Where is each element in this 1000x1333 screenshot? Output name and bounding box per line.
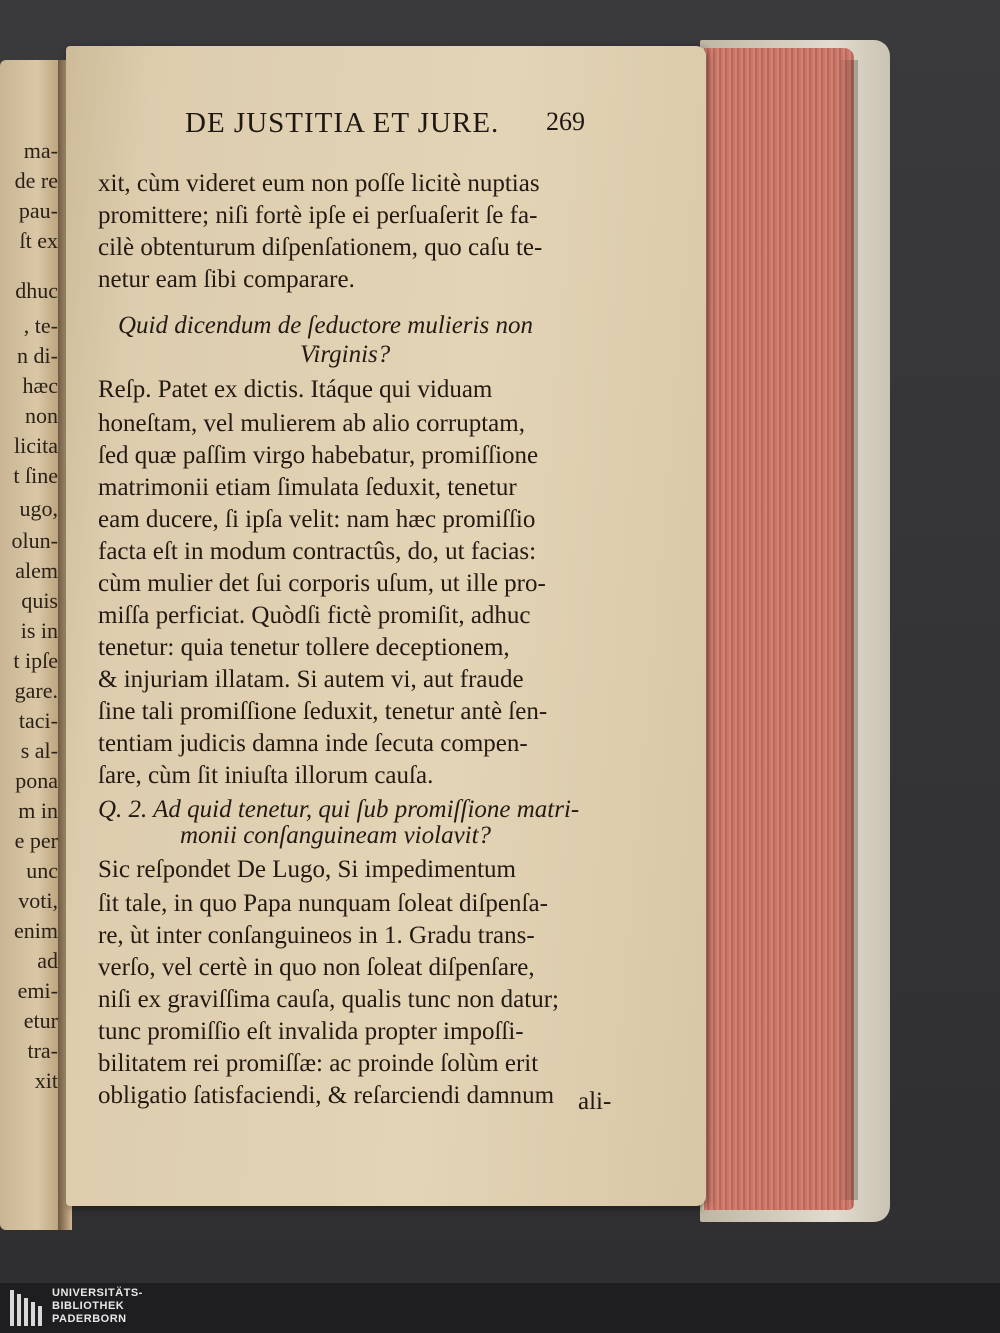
left-page-line: enim xyxy=(14,918,58,943)
left-page-line: s al- xyxy=(20,738,58,763)
left-page-line: quis xyxy=(21,588,58,613)
left-page-line: n di- xyxy=(17,343,58,368)
text-line: netur eam ſibi comparare. xyxy=(98,266,355,293)
left-page-fragment xyxy=(0,60,62,1230)
left-page-line: xit xyxy=(34,1068,58,1093)
section-heading-line: Virginis? xyxy=(300,341,391,368)
text-line: eam ducere, ſi ipſa velit: nam hæc promiſſio xyxy=(98,506,536,533)
text-line: ſed quæ paſſim virgo habebatur, promiſſione xyxy=(98,442,539,469)
text-line: & injuriam illatam. Si autem vi, aut fraude xyxy=(98,666,524,693)
left-page-line: dhuc xyxy=(15,278,58,303)
left-page-line: pau- xyxy=(18,198,58,223)
text-line: cilè obtenturum diſpenſationem, quo caſu te- xyxy=(98,234,543,261)
library-logo-text xyxy=(52,1287,143,1326)
left-page-line: taci- xyxy=(18,708,58,733)
page-number: 269 xyxy=(546,107,585,136)
text-line: miſſa perficiat. Quòdſi fictè promiſit, adhuc xyxy=(98,602,531,629)
text-line: obligatio ſatisfaciendi, & reſarciendi damnum xyxy=(98,1082,555,1109)
left-page-line: de re xyxy=(14,168,58,193)
text-line: tenetur: quia tenetur tollere deceptionem, xyxy=(98,634,510,661)
left-page-line: emi- xyxy=(17,978,58,1003)
university-library-logo-icon xyxy=(8,1288,44,1328)
footer-bar xyxy=(0,1283,1000,1333)
left-page-line: , te- xyxy=(23,313,58,338)
text-line: honeſtam, vel mulierem ab alio corruptam, xyxy=(98,410,525,437)
left-page-line: t ſine xyxy=(13,463,58,488)
logo-line-2: BIBLIOTHEK xyxy=(52,1300,125,1312)
section-heading-line: Q. 2. Ad quid tenetur, qui ſub promiſſione matri- xyxy=(98,796,580,823)
left-page-line: t ipſe xyxy=(13,648,58,673)
text-line: verſo, vel certè in quo non ſoleat diſpenſare, xyxy=(98,954,535,981)
left-page-line: voti, xyxy=(18,888,58,913)
left-page-line: ſt ex xyxy=(19,228,58,253)
left-page-line: olun- xyxy=(11,528,58,553)
text-line: promittere; niſi fortè ipſe ei perſuaſerit ſe fa- xyxy=(98,202,538,229)
logo-line-1: UNIVERSITÄTS- xyxy=(52,1287,143,1299)
left-page-line: licita xyxy=(14,433,58,458)
text-line: cùm mulier det ſui corporis uſum, ut ille pro- xyxy=(98,570,546,597)
text-line: Sic reſpondet De Lugo, Si impedimentum xyxy=(98,856,516,883)
left-page-line: e per xyxy=(14,828,58,853)
left-page-line: non xyxy=(25,403,58,428)
left-page-line: tra- xyxy=(27,1038,58,1063)
text-line: ſit tale, in quo Papa nunquam ſoleat diſpenſa- xyxy=(98,890,548,917)
text-line: matrimonii etiam ſimulata ſeduxit, tenetur xyxy=(98,474,517,501)
running-header: DE JUSTITIA ET JURE. xyxy=(185,107,500,139)
left-page-line: ma- xyxy=(23,138,58,163)
left-page-line: alem xyxy=(15,558,58,583)
left-page-line: ugo, xyxy=(19,496,58,521)
logo-line-3: PADERBORN xyxy=(52,1313,127,1325)
left-page-line: gare. xyxy=(14,678,58,703)
text-line: bilitatem rei promiſſæ: ac proinde ſolùm erit xyxy=(98,1050,539,1077)
left-page-line: pona xyxy=(15,768,58,793)
left-page-line: ad xyxy=(37,948,58,973)
text-line: ſare, cùm ſit iniuſta illorum cauſa. xyxy=(98,762,434,789)
text-line: re, ùt inter conſanguineos in 1. Gradu trans- xyxy=(98,922,535,949)
left-page-line: hæc xyxy=(22,373,58,398)
text-line: tentiam judicis damna inde ſecuta compen- xyxy=(98,730,528,757)
left-page-line: etur xyxy=(23,1008,58,1033)
left-page-line: is in xyxy=(20,618,58,643)
red-fore-edge xyxy=(702,48,854,1210)
left-page-line: unc xyxy=(26,858,58,883)
text-line: Reſp. Patet ex dictis. Itáque qui viduam xyxy=(98,376,493,403)
text-line: niſi ex graviſſima cauſa, qualis tunc non datur; xyxy=(98,986,559,1013)
section-heading-line: monii conſanguineam violavit? xyxy=(180,822,492,849)
text-line: facta eſt in modum contractûs, do, ut facias: xyxy=(98,538,537,565)
text-line: xit, cùm videret eum non poſſe licitè nuptias xyxy=(98,170,540,197)
text-line: tunc promiſſio eſt invalida propter impoſſi- xyxy=(98,1018,524,1045)
left-page-line: m in xyxy=(18,798,58,823)
section-heading-line: Quid dicendum de ſeductore mulieris non xyxy=(118,312,533,339)
text-line: ſine tali promiſſione ſeduxit, tenetur antè ſen- xyxy=(98,698,548,725)
fore-edge-shadow xyxy=(838,60,858,1200)
catchword: ali- xyxy=(578,1088,612,1115)
